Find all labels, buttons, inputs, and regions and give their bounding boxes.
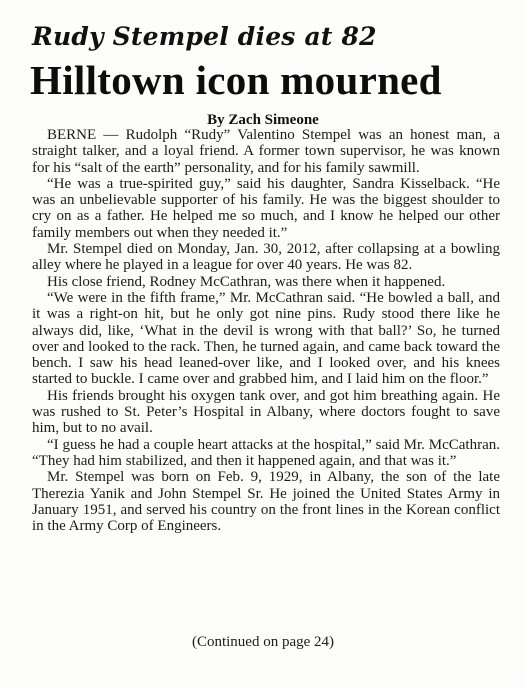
article-paragraph: “I guess he had a couple heart attacks at the hospital,” said Mr. McCathran. “They had him stabilized, and then it happened again, and that was it.” xyxy=(32,436,500,469)
continued-note: (Continued on page 24) xyxy=(191,634,335,650)
article-byline: By Zach Simeone xyxy=(207,112,319,128)
article-paragraph: His friends brought his oxygen tank over, and got him breathing again. He was rushed to St. Peter’s Hospital in Albany, where doctors fought to save him, but to no avail. xyxy=(32,387,500,437)
article-body xyxy=(32,127,500,534)
article-paragraph: “He was a true-spirited guy,” said his daughter, Sandra Kisselback. “He was an unbelievable supporter of his family. He was the biggest shoulder to cry on as a father. He helped me so much, and I know he helped our other family members out when they needed it.” xyxy=(32,175,500,241)
article-paragraph: Mr. Stempel died on Monday, Jan. 30, 2012, after collapsing at a bowling alley where he played in a league for over 40 years. He was 82. xyxy=(32,241,500,274)
article-paragraph: His close friend, Rodney McCathran, was there when it happened. xyxy=(47,273,446,290)
article-paragraph: BERNE — Rudolph “Rudy” Valentino Stempel was an honest man, a straight talker, and a loyal friend. A former town supervisor, he was known for his “salt of the earth” personality, and for his family sawmill. xyxy=(32,127,500,176)
article-headline: Hilltown icon mourned xyxy=(30,57,442,103)
article-paragraph: Mr. Stempel was born on Feb. 9, 1929, in Albany, the son of the late Therezia Yanik and John Stempel Sr. He joined the United States Army in January 1951, and served his country on the front lines in the Korean conflict in the Army Corp of Engineers. xyxy=(32,469,500,535)
article-paragraph: “We were in the fifth frame,” Mr. McCathran said. “He bowled a ball, and it was a right-on hit, but he only got nine pins. Rudy stood there like he always did, like, ‘What in the devil is wrong with that ball?’ So, he turned over and looked to the rack. Then, he turned again, and came back toward the bench. I saw his head leaned-over like, and I looked over, and his knees started to buckle. I came over and grabbed him, and I laid him on the floor.” xyxy=(32,289,500,388)
article-kicker: Rudy Stempel dies at 82 xyxy=(32,22,377,51)
